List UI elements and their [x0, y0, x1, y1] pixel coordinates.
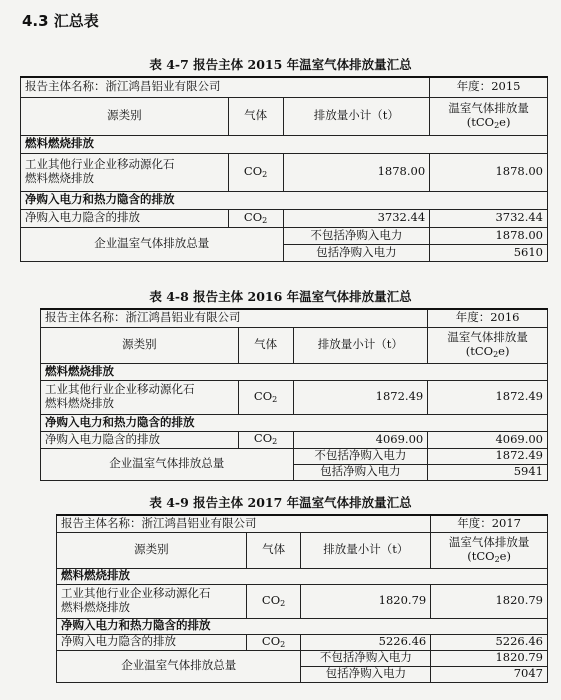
gas-co2: $CO_2$ — [228, 209, 283, 227]
total-excl-value: 1820.79 — [431, 650, 548, 666]
fuel-total: 1872.49 — [428, 380, 548, 414]
fuel-item: 工业其他行业企业移动源化石 燃料燃烧排放 — [21, 153, 229, 191]
total-incl-label: 包括净购入电力 — [301, 666, 431, 682]
table-caption: 表 4-8 报告主体 2016 年温室气体排放量汇总 — [149, 289, 412, 304]
summary-table-2016 — [40, 308, 548, 481]
power-subtotal: 4069.00 — [293, 431, 428, 448]
fuel-total: 1820.79 — [431, 584, 548, 618]
total-excl-label: 不包括净购入电力 — [301, 650, 431, 666]
col-gas: 气体 — [228, 97, 283, 135]
col-subtotal: 排放量小计（t） — [293, 327, 428, 363]
gas-co2: $CO_2$ — [238, 380, 293, 414]
col-ghg: 温室气体排放量 (tCO$_2$e) — [431, 532, 548, 568]
power-subtotal: 3732.44 — [283, 209, 430, 227]
total-label: 企业温室气体排放总量 — [41, 448, 294, 480]
gas-co2: $CO_2$ — [246, 634, 301, 650]
table-caption: 表 4-7 报告主体 2015 年温室气体排放量汇总 — [149, 57, 412, 72]
col-gas: 气体 — [238, 327, 293, 363]
category-fuel: 燃料燃烧排放 — [21, 135, 548, 153]
total-excl-value: 1878.00 — [430, 227, 548, 244]
fuel-item: 工业其他行业企业移动源化石 燃料燃烧排放 — [57, 584, 247, 618]
power-item: 净购入电力隐含的排放 — [21, 209, 229, 227]
year-cell: 年度：2017 — [431, 515, 548, 532]
gas-co2: $CO_2$ — [246, 584, 301, 618]
category-power: 净购入电力和热力隐含的排放 — [41, 414, 548, 431]
total-label: 企业温室气体排放总量 — [21, 227, 284, 261]
summary-table-2017 — [56, 514, 548, 683]
category-power: 净购入电力和热力隐含的排放 — [57, 618, 548, 634]
fuel-subtotal: 1872.49 — [293, 380, 428, 414]
col-source: 源类别 — [57, 532, 247, 568]
entity-cell: 报告主体名称：浙江鸿昌铝业有限公司 — [57, 515, 431, 532]
power-item: 净购入电力隐含的排放 — [57, 634, 247, 650]
gas-co2: $CO_2$ — [238, 431, 293, 448]
total-excl-label: 不包括净购入电力 — [293, 448, 428, 464]
year-cell: 年度：2016 — [428, 309, 548, 327]
category-fuel: 燃料燃烧排放 — [41, 363, 548, 380]
power-total: 5226.46 — [431, 634, 548, 650]
gas-co2: $CO_2$ — [228, 153, 283, 191]
col-source: 源类别 — [41, 327, 239, 363]
fuel-total: 1878.00 — [430, 153, 548, 191]
total-excl-value: 1872.49 — [428, 448, 548, 464]
summary-table-2015 — [20, 76, 548, 262]
total-label: 企业温室气体排放总量 — [57, 650, 301, 682]
total-excl-label: 不包括净购入电力 — [283, 227, 430, 244]
entity-cell: 报告主体名称：浙江鸿昌铝业有限公司 — [21, 77, 430, 97]
table-caption: 表 4-9 报告主体 2017 年温室气体排放量汇总 — [149, 495, 412, 510]
col-subtotal: 排放量小计（t） — [301, 532, 431, 568]
col-ghg: 温室气体排放量 (tCO$_2$e) — [430, 97, 548, 135]
power-item: 净购入电力隐含的排放 — [41, 431, 239, 448]
fuel-subtotal: 1820.79 — [301, 584, 431, 618]
entity-cell: 报告主体名称：浙江鸿昌铝业有限公司 — [41, 309, 428, 327]
power-total: 4069.00 — [428, 431, 548, 448]
col-source: 源类别 — [21, 97, 229, 135]
total-incl-value: 5941 — [428, 464, 548, 480]
power-total: 3732.44 — [430, 209, 548, 227]
section-title: 4.3 汇总表 — [22, 12, 99, 30]
total-incl-value: 7047 — [431, 666, 548, 682]
total-incl-value: 5610 — [430, 244, 548, 261]
col-subtotal: 排放量小计（t） — [283, 97, 430, 135]
year-cell: 年度：2015 — [430, 77, 548, 97]
fuel-subtotal: 1878.00 — [283, 153, 430, 191]
col-ghg: 温室气体排放量 (tCO$_2$e) — [428, 327, 548, 363]
total-incl-label: 包括净购入电力 — [283, 244, 430, 261]
col-gas: 气体 — [246, 532, 301, 568]
category-fuel: 燃料燃烧排放 — [57, 568, 548, 584]
total-incl-label: 包括净购入电力 — [293, 464, 428, 480]
category-power: 净购入电力和热力隐含的排放 — [21, 191, 548, 209]
power-subtotal: 5226.46 — [301, 634, 431, 650]
fuel-item: 工业其他行业企业移动源化石 燃料燃烧排放 — [41, 380, 239, 414]
